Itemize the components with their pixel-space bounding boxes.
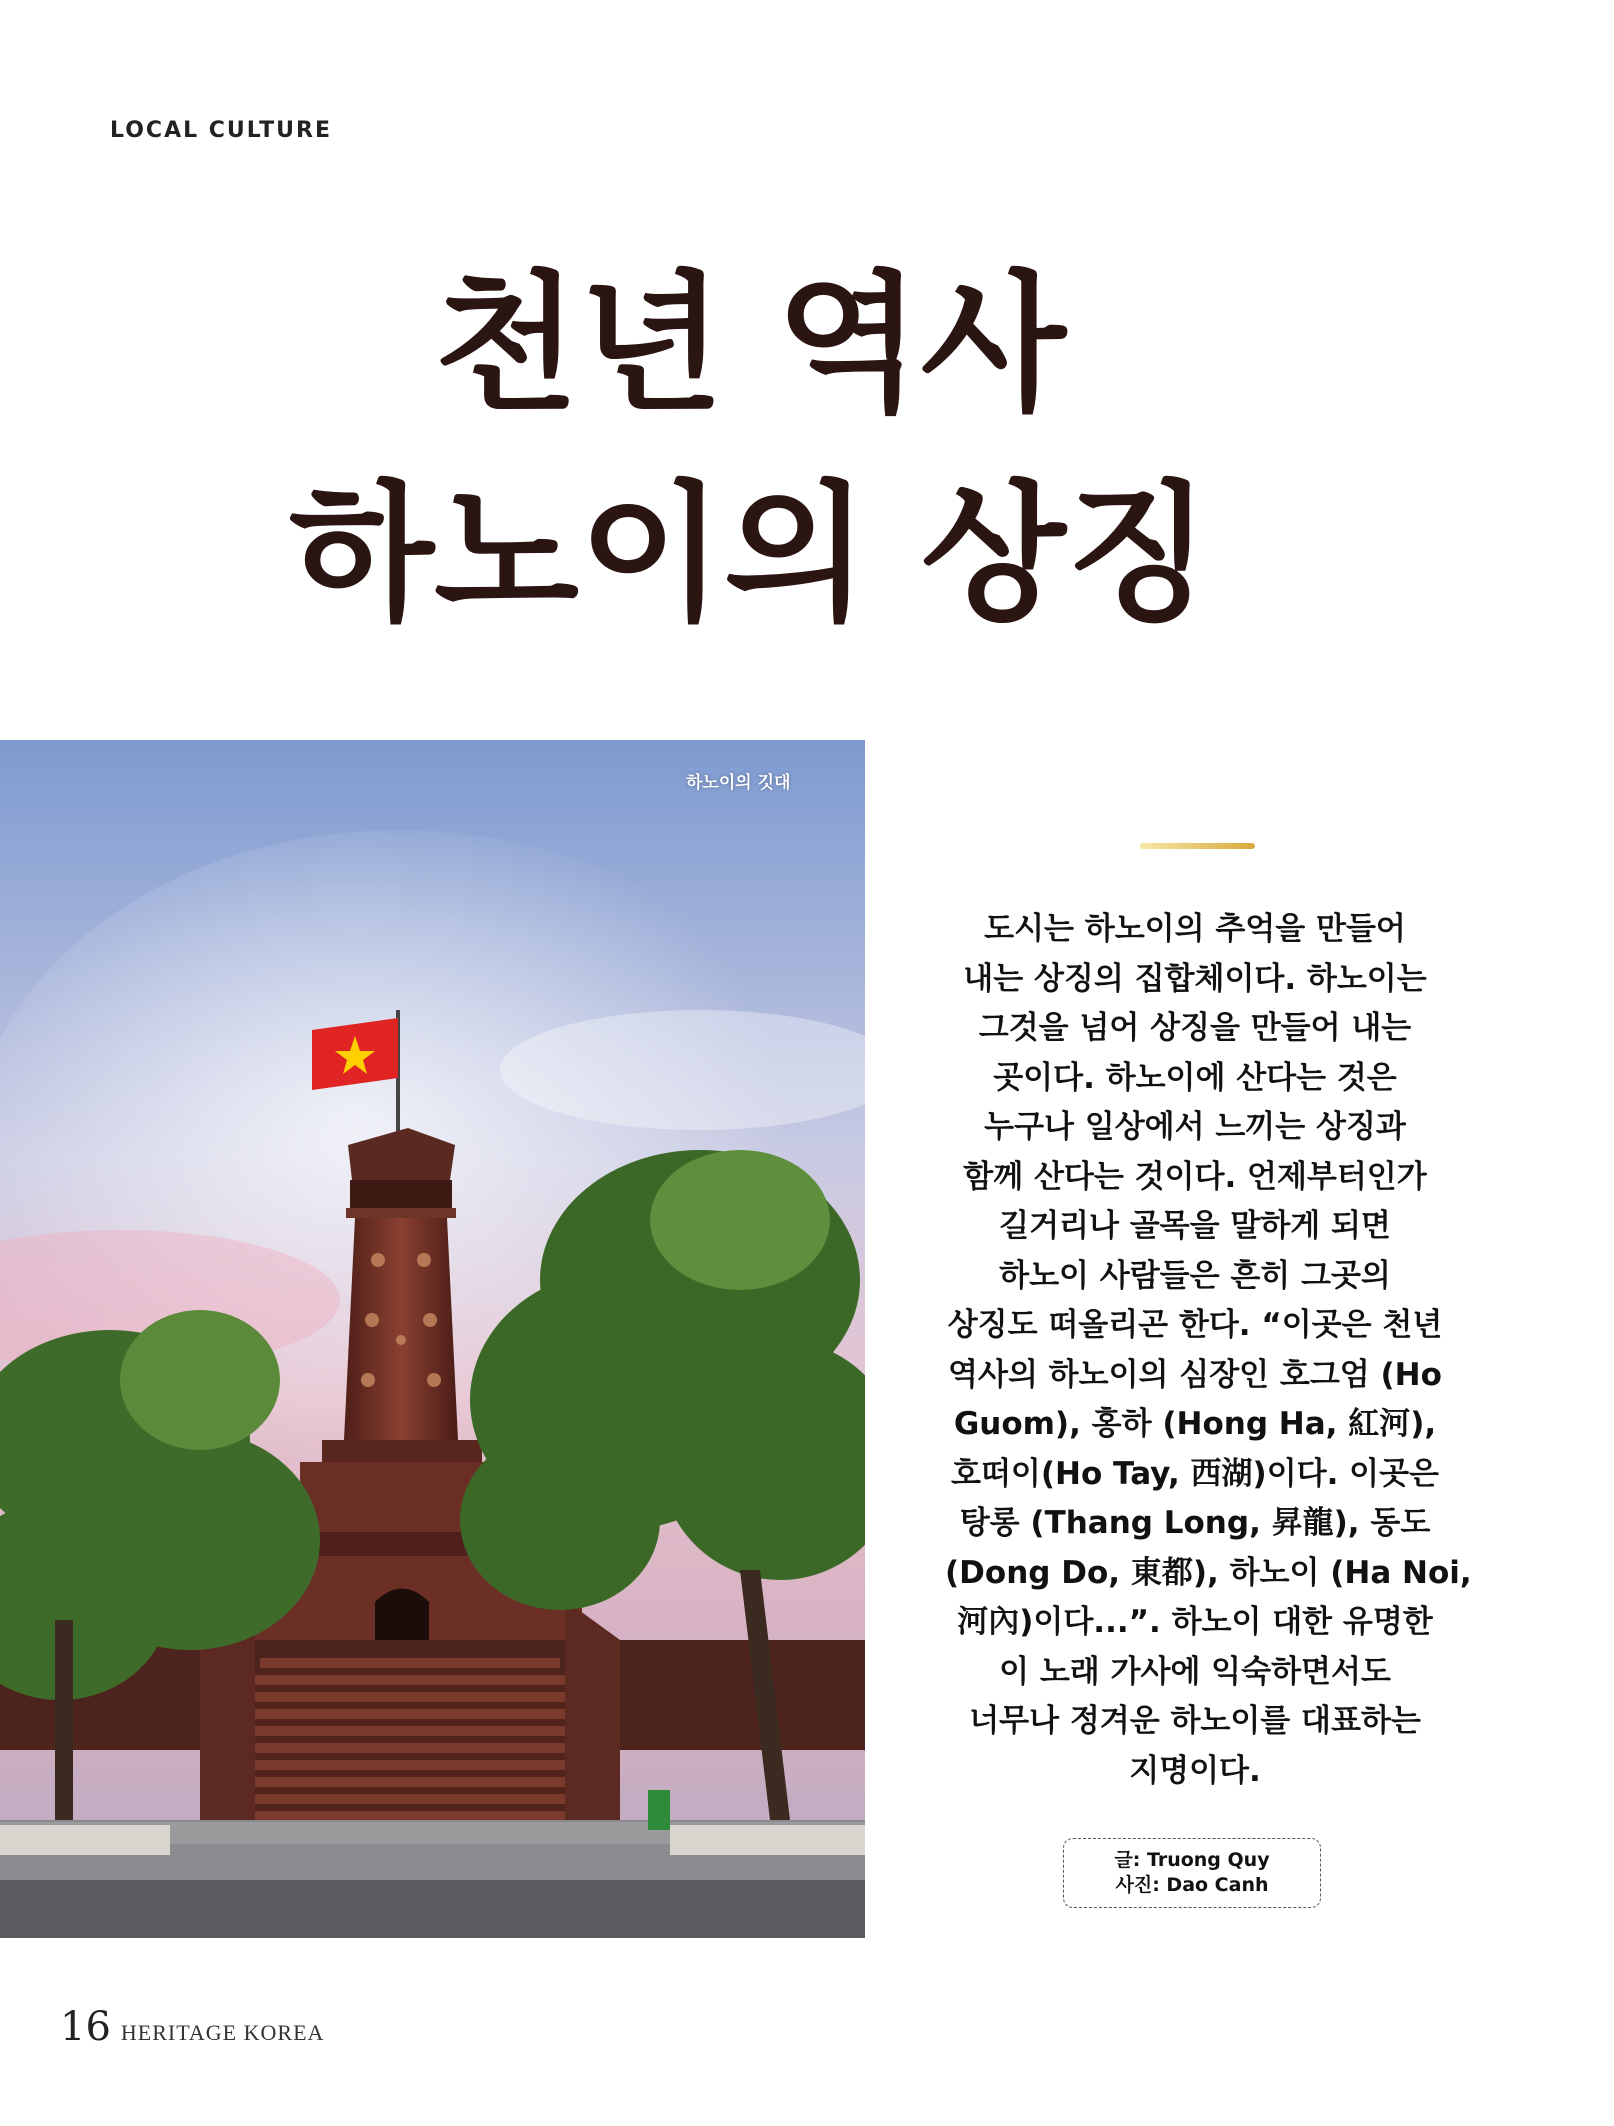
title-line-2: 하노이의 상징 (289, 468, 1211, 642)
body-line: 호떠이(Ho Tay, 西湖)이다. 이곳은 (951, 1455, 1439, 1492)
magazine-name: HERITAGE KOREA (120, 2020, 325, 2045)
body-line: 함께 산다는 것이다. 언제부터인가 (963, 1158, 1427, 1195)
body-line: (Dong Do, 東都), 하노이 (Ha Noi, (945, 1554, 1472, 1591)
body-line: 도시는 하노이의 추억을 만들어 (984, 911, 1406, 947)
body-line: 하노이 사람들은 흔히 그곳의 (999, 1257, 1391, 1294)
photographer-credit: 사진: Dao Canh (1115, 1874, 1269, 1896)
section-label: LOCAL CULTURE (110, 118, 333, 143)
body-line: 상징도 떠올리곤 한다. “이곳은 천년 (947, 1307, 1443, 1343)
body-line: 내는 상징의 집합체이다. 하노이는 (963, 960, 1427, 997)
body-line: 이 노래 가사에 익숙하면서도 (999, 1653, 1391, 1690)
accent-rule (1140, 843, 1255, 849)
body-line: 탕롱 (Thang Long, 昇龍), 동도 (959, 1505, 1431, 1541)
photo-caption: 하노이의 깃대 (686, 773, 791, 793)
body-line: 길거리나 골목을 말하게 되면 (999, 1208, 1391, 1244)
page-number: 16 (60, 2004, 111, 2050)
body-line: Guom), 홍하 (Hong Ha, 紅河), (953, 1406, 1437, 1442)
title-line-1: 천년 역사 (434, 258, 1066, 432)
body-line: 곳이다. 하노이에 산다는 것은 (993, 1059, 1397, 1096)
body-line: 그것을 넘어 상징을 만들어 내는 (978, 1010, 1412, 1046)
body-line: 역사의 하노이의 심장인 호그엄 (Ho (948, 1356, 1442, 1393)
page-footer (60, 2004, 324, 2050)
flag-tower-photo (0, 740, 865, 1938)
credits-box (1063, 1838, 1321, 1908)
article-body (945, 905, 1472, 1796)
body-line: 河內)이다...”. 하노이 대한 유명한 (957, 1604, 1433, 1640)
article-title (0, 240, 1500, 660)
writer-credit: 글: Truong Quy (1114, 1849, 1270, 1871)
body-line: 너무나 정겨운 하노이를 대표하는 (969, 1703, 1421, 1739)
body-line: 누구나 일상에서 느끼는 상징과 (984, 1109, 1406, 1145)
body-line: 지명이다. (1129, 1752, 1261, 1789)
